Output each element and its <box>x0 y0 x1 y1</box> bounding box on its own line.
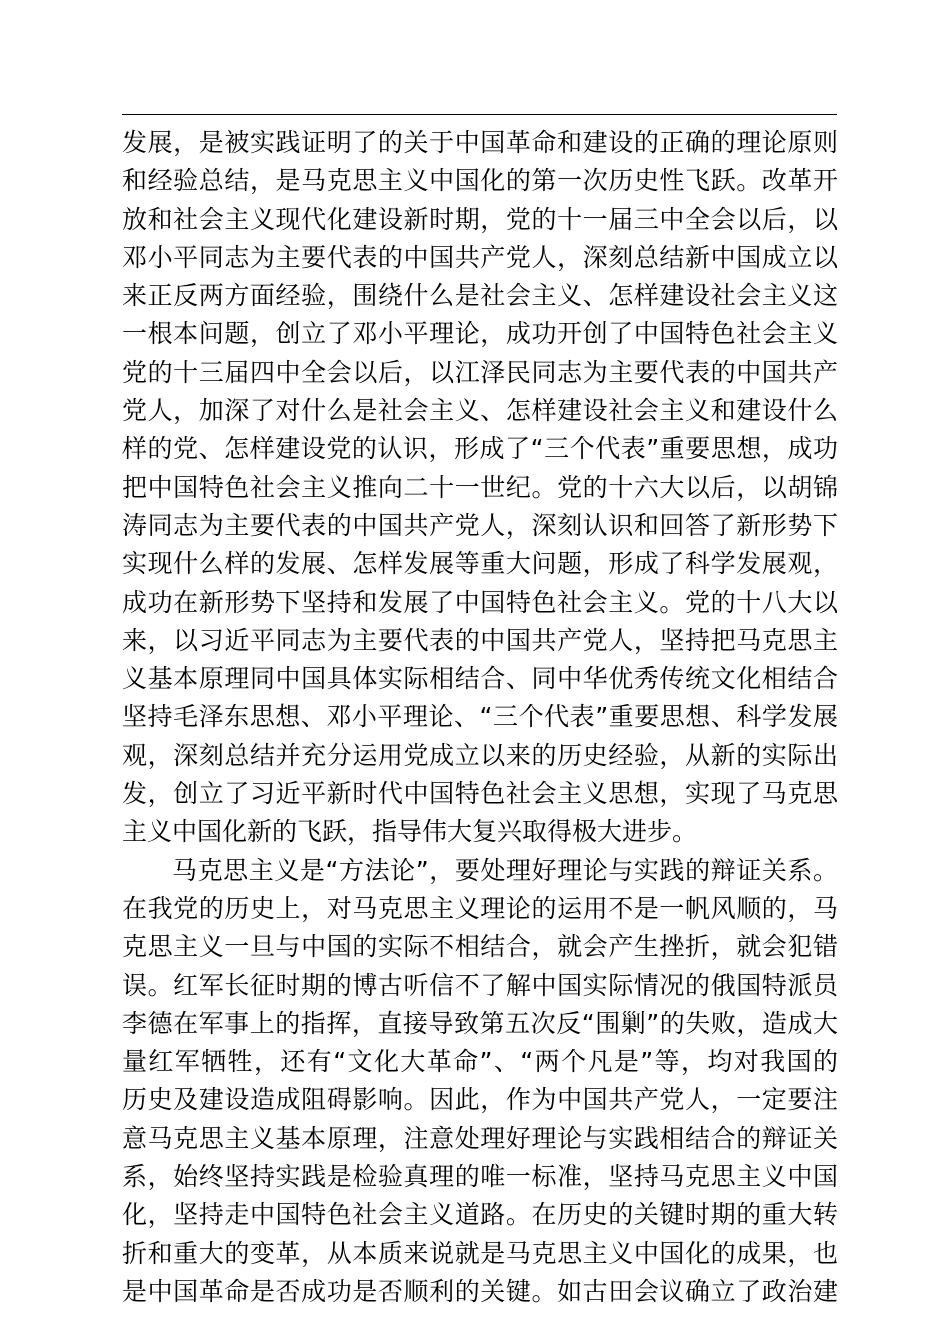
text-line: 样的党、怎样建设党的认识，形成了“三个代表”重要思想，成功 <box>122 434 838 464</box>
text-line: 李德在军事上的指挥，直接导致第五次反“围剿”的失败，造成大 <box>122 1008 838 1038</box>
text-line: 观，深刻总结并充分运用党成立以来的历史经验，从新的实际出 <box>122 740 838 770</box>
text-line: 来，以习近平同志为主要代表的中国共产党人，坚持把马克思主 <box>122 625 838 655</box>
text-line: 折和重大的变革，从本质来说就是马克思主义中国化的成果，也 <box>122 1238 838 1268</box>
text-line: 涛同志为主要代表的中国共产党人，深刻认识和回答了新形势下 <box>122 510 838 540</box>
text-line: 马克思主义是“方法论”，要处理好理论与实践的辩证关系。 <box>172 855 838 885</box>
text-line: 邓小平同志为主要代表的中国共产党人，深刻总结新中国成立以 <box>122 242 838 272</box>
text-line: 误。红军长征时期的博古听信不了解中国实际情况的俄国特派员 <box>122 970 838 1000</box>
text-line: 坚持毛泽东思想、邓小平理论、“三个代表”重要思想、科学发展 <box>122 702 838 732</box>
text-line: 主义中国化新的飞跃，指导伟大复兴取得极大进步。 <box>122 817 698 847</box>
paragraph-1 <box>122 124 838 852</box>
header-rule <box>122 114 837 115</box>
text-line: 放和社会主义现代化建设新时期，党的十一届三中全会以后，以 <box>122 204 838 234</box>
text-line: 党的十三届四中全会以后，以江泽民同志为主要代表的中国共产 <box>122 357 838 387</box>
text-line: 意马克思主义基本原理，注意处理好理论与实践相结合的辩证关 <box>122 1123 838 1153</box>
text-line: 历史及建设造成阻碍影响。因此，作为中国共产党人，一定要注 <box>122 1085 838 1115</box>
text-line: 系，始终坚持实践是检验真理的唯一标准，坚持马克思主义中国 <box>122 1162 838 1192</box>
body-text <box>122 124 838 1311</box>
text-line: 克思主义一旦与中国的实际不相结合，就会产生挫折，就会犯错 <box>122 932 838 962</box>
text-line: 是中国革命是否成功是否顺利的关键。如古田会议确立了政治建 <box>122 1276 838 1306</box>
text-line: 党人，加深了对什么是社会主义、怎样建设社会主义和建设什么 <box>122 396 838 426</box>
text-line: 成功在新形势下坚持和发展了中国特色社会主义。党的十八大以 <box>122 587 838 617</box>
text-line: 在我党的历史上，对马克思主义理论的运用不是一帆风顺的，马 <box>122 893 838 923</box>
text-line: 量红军牺牲，还有“文化大革命”、“两个凡是”等，均对我国的 <box>122 1047 838 1077</box>
text-line: 把中国特色社会主义推向二十一世纪。党的十六大以后，以胡锦 <box>122 472 838 502</box>
text-line: 一根本问题，创立了邓小平理论，成功开创了中国特色社会主义 <box>122 319 838 349</box>
text-line: 实现什么样的发展、怎样发展等重大问题，形成了科学发展观， <box>122 549 838 579</box>
text-line: 发，创立了习近平新时代中国特色社会主义思想，实现了马克思 <box>122 779 838 809</box>
text-line: 义基本原理同中国具体实际相结合、同中华优秀传统文化相结合 <box>122 664 838 694</box>
text-line: 和经验总结，是马克思主义中国化的第一次历史性飞跃。改革开 <box>122 166 838 196</box>
paragraph-2 <box>122 852 838 1312</box>
text-line: 来正反两方面经验，围绕什么是社会主义、怎样建设社会主义这 <box>122 281 838 311</box>
text-line: 发展，是被实践证明了的关于中国革命和建设的正确的理论原则 <box>122 128 838 157</box>
text-line: 化，坚持走中国特色社会主义道路。在历史的关键时期的重大转 <box>122 1200 838 1230</box>
